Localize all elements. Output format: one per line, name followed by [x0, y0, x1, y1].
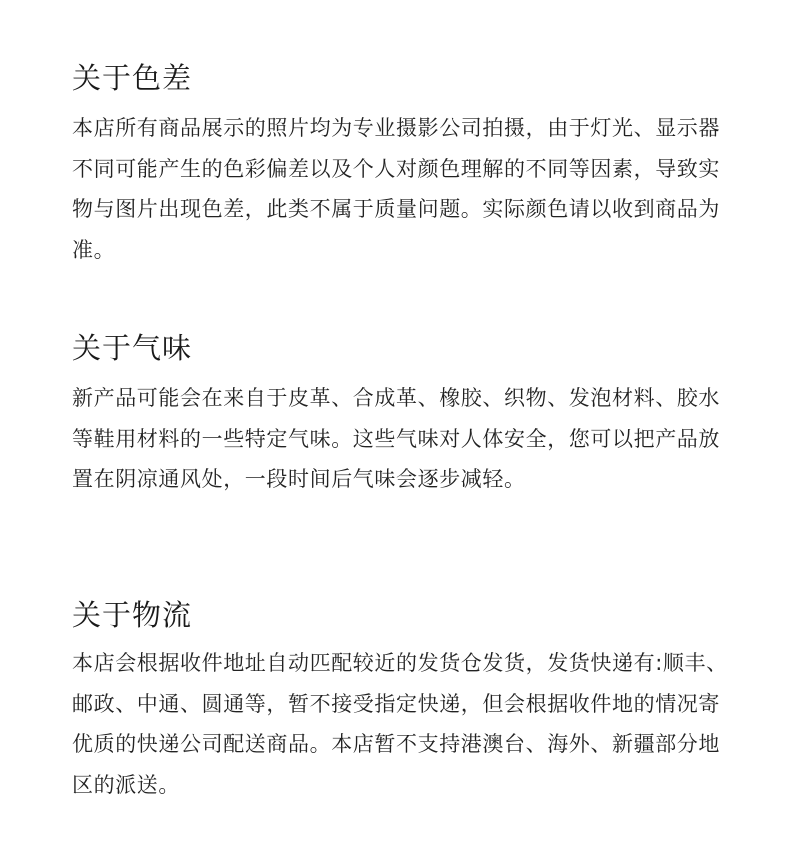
logistics-title: 关于物流: [72, 598, 193, 632]
color-difference-text: 本店所有商品展示的照片均为专业摄影公司拍摄，由于灯光、显示器不同可能产生的色彩偏差以及个人对颜色理解的不同等因素，导致实物与图片出现色差，此类不属于质量问题。实际颜色请以收到商品为准。: [72, 116, 720, 262]
logistics-text: 本店会根据收件地址自动匹配较近的发货仓发货，发货快递有:顺丰、邮政、中通、圆通等，暂不接受指定快递，但会根据收件地的情况寄优质的快递公司配送商品。本店暂不支持港澳台、海外、新疆部分地区的派送。: [72, 651, 728, 797]
smell-title: 关于气味: [72, 331, 193, 365]
smell-section: [72, 328, 732, 500]
color-difference-title: 关于色差: [72, 61, 193, 95]
smell-text: 新产品可能会在来自于皮革、合成革、橡胶、织物、发泡材料、胶水等鞋用材料的一些特定气味。这些气味对人体安全，您可以把产品放置在阴凉通风处，一段时间后气味会逐步减轻。: [72, 386, 720, 491]
logistics-section: [72, 595, 732, 805]
color-difference-section: [72, 58, 732, 270]
